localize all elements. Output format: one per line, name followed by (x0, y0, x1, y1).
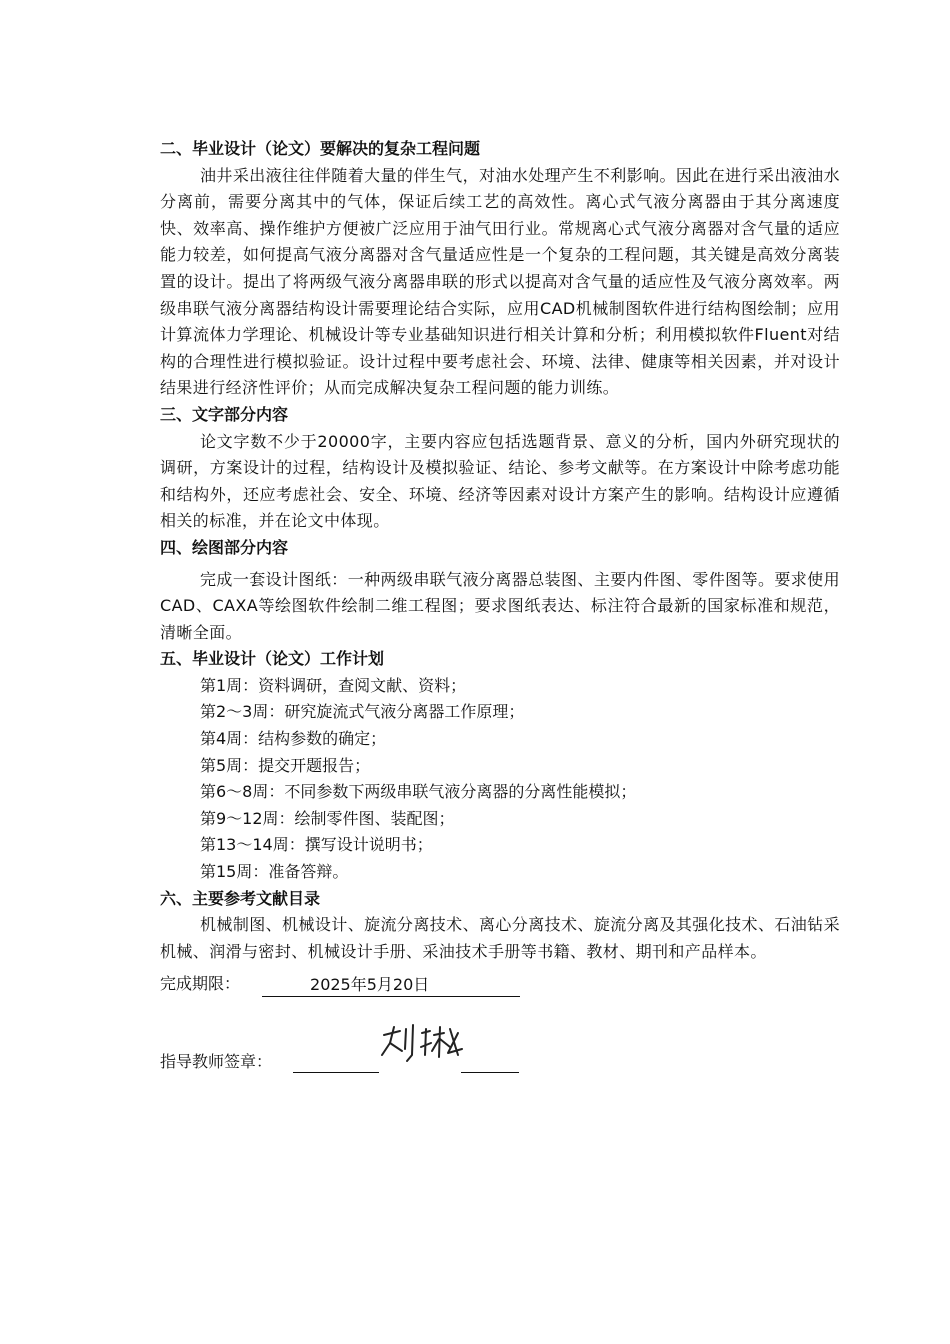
signature-row (160, 1047, 840, 1077)
deadline-row (160, 967, 840, 997)
drawing-content-paragraph: 完成一套设计图纸：一种两级串联气液分离器总装图、主要内件图、零件图等。要求使用CAD、CAXA等绘图软件绘制二维工程图；要求图纸表达、标注符合最新的国家标准和规范，清晰全面。 (160, 569, 840, 642)
signature-underline-left (293, 1072, 379, 1073)
work-plan-item: 第1周：资料调研，查阅文献、资料； (200, 675, 467, 695)
section-title-drawing-content: 四、绘图部分内容 (160, 537, 289, 557)
signature-underline-right (461, 1072, 519, 1073)
text-content-paragraph: 论文字数不少于20000字，主要内容应包括选题背景、意义的分析，国内外研究现状的调研，方案设计的过程，结构设计及模拟验证、结论、参考文献等。在方案设计中除考虑功能和结构外，还应考虑社会、安全、环境、经济等因素对设计方案产生的影响。结构设计应遵循相关的标准，并在论文中体现。 (160, 431, 840, 531)
handwritten-signature-image (378, 1021, 466, 1067)
deadline-value: 2025年5月20日 (262, 974, 520, 997)
section-title-references: 六、主要参考文献目录 (160, 888, 321, 908)
work-plan-item: 第4周：结构参数的确定； (200, 729, 387, 749)
work-plan-item: 第2～3周：研究旋流式气液分离器工作原理； (200, 702, 525, 722)
signature-label: 指导教师签章： (160, 1051, 273, 1071)
deadline-label: 完成期限： (160, 973, 241, 993)
references-paragraph: 机械制图、机械设计、旋流分离技术、离心分离技术、旋流分离及其强化技术、石油钻采机械、润滑与密封、机械设计手册、采油技术手册等书籍、教材、期刊和产品样本。 (160, 915, 840, 961)
work-plan-list (160, 673, 840, 886)
work-plan-item: 第6～8周：不同参数下两级串联气液分离器的分离性能模拟； (200, 782, 637, 802)
work-plan-item: 第9～12周：绘制零件图、装配图； (200, 808, 455, 828)
document-content (160, 136, 840, 1077)
complex-problem-paragraph: 油井采出液往往伴随着大量的伴生气，对油水处理产生不利影响。因此在进行采出液油水分离前，需要分离其中的气体，保证后续工艺的高效性。离心式气液分离器由于其分离速度快、效率高、操作维护方便被广泛应用于油气田行业。常规离心式气液分离器对含气量的适应能力较差，如何提高气液分离器对含气量适应性是一个复杂的工程问题，其关键是高效分离装置的设计。提出了将两级气液分离器串联的形式以提高对含气量的适应性及气液分离效率。两级串联气液分离器结构设计需要理论结合实际，应用CAD机械制图软件进行结构图绘制；应用计算流体力学理论、机械设计等专业基础知识进行相关计算和分析；利用模拟软件Fluent对结构的合理性进行模拟验证。设计过程中要考虑社会、环境、法律、健康等相关因素，并对设计结果进行经济性评价；从而完成解决复杂工程问题的能力训练。 (160, 165, 840, 398)
section-title-complex-problem: 二、毕业设计（论文）要解决的复杂工程问题 (160, 139, 481, 158)
work-plan-item: 第13～14周：撰写设计说明书； (200, 835, 433, 855)
work-plan-item: 第15周：准备答辩。 (200, 862, 349, 882)
section-title-work-plan: 五、毕业设计（论文）工作计划 (160, 649, 385, 669)
work-plan-item: 第5周：提交开题报告； (200, 755, 371, 775)
section-title-text-content: 三、文字部分内容 (160, 404, 289, 424)
